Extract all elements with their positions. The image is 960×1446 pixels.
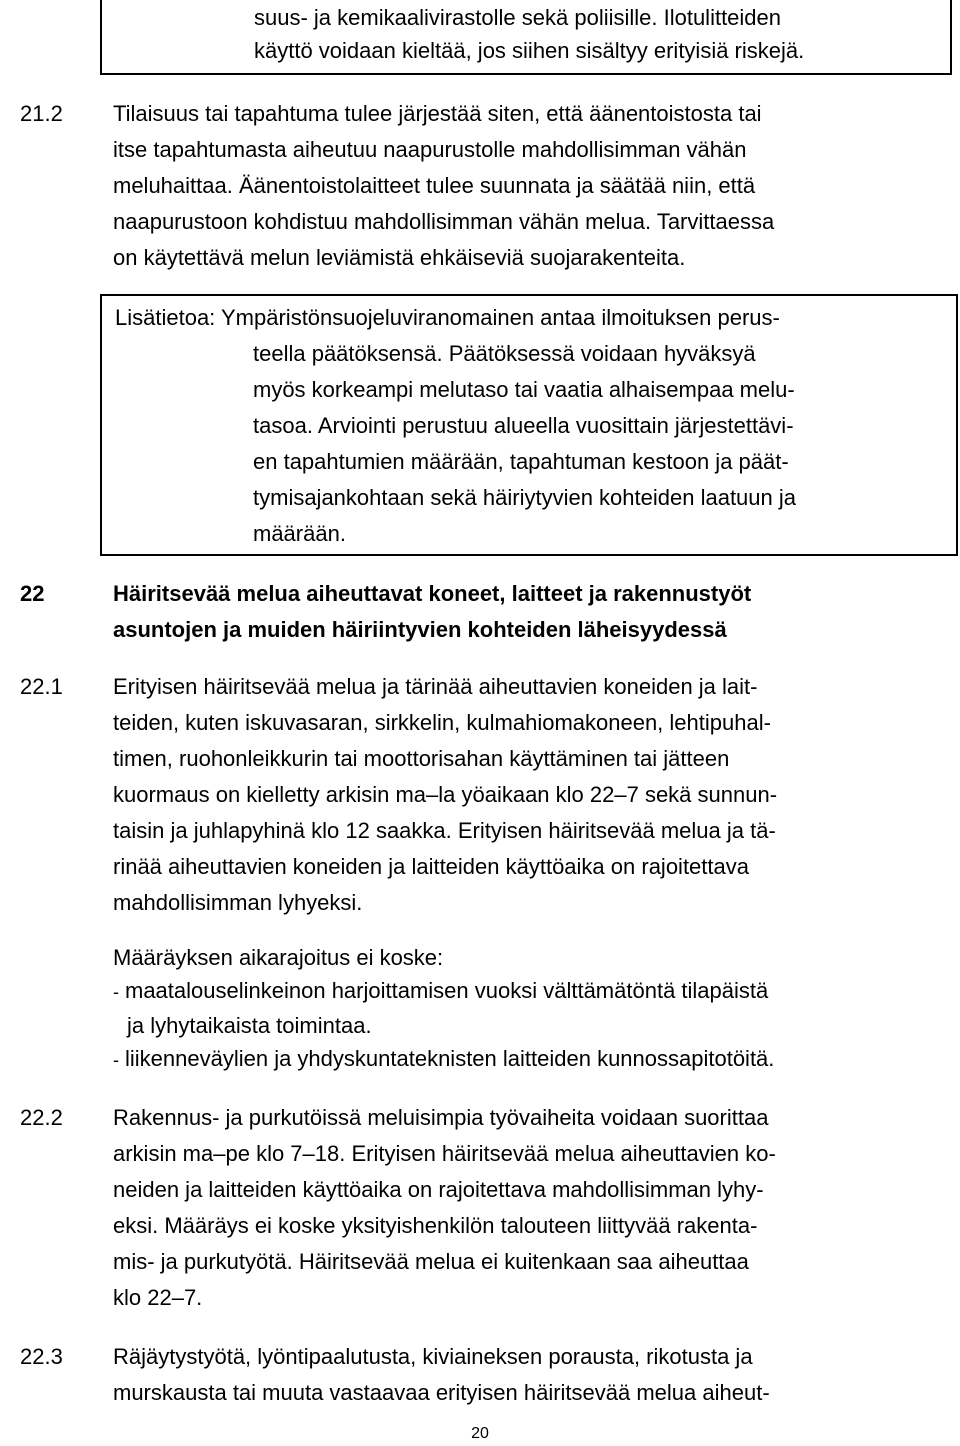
section-text: [113, 1100, 943, 1316]
text-line: teiden, kuten iskuvasaran, sirkkelin, kulmahiomakoneen, lehtipuhal-: [113, 710, 771, 735]
info-text: [115, 300, 935, 552]
text-line: tasoa. Arviointi perustuu alueella vuosittain järjestettävi-: [253, 413, 794, 438]
section-number: 22.3: [20, 1344, 63, 1369]
exemption-text: [113, 941, 943, 1077]
text-line: rinää aiheuttavien koneiden ja laitteiden käyttöaika on rajoitettava: [113, 854, 749, 879]
text-line: timen, ruohonleikkurin tai moottorisahan käyttäminen tai jätteen: [113, 746, 730, 771]
text-line: myös korkeampi melutaso tai vaatia alhaisempaa melu-: [253, 377, 795, 402]
text-line: eksi. Määräys ei koske yksityishenkilön talouteen liittyvää rakenta-: [113, 1213, 758, 1238]
continued-info-box: [100, 0, 952, 75]
section-text: [113, 1339, 943, 1411]
text-line: Rakennus- ja purkutöissä meluisimpia työvaiheita voidaan suorittaa: [113, 1105, 769, 1130]
text-line: klo 22–7.: [113, 1285, 203, 1310]
list-dash: -: [113, 982, 119, 1002]
text-line: Lisätietoa: Ympäristönsuojeluviranomainen antaa ilmoituksen perus-: [115, 305, 780, 330]
section-text: [113, 96, 943, 276]
list-item-continuation: ja lyhytaikaista toimintaa.: [127, 1013, 372, 1038]
text-line: arkisin ma–pe klo 7–18. Erityisen häiritsevää melua aiheuttavien ko-: [113, 1141, 776, 1166]
text-line: Häiritsevää melua aiheuttavat koneet, laitteet ja rakennustyöt: [113, 581, 752, 606]
exemption-intro: Määräyksen aikarajoitus ei koske:: [113, 945, 444, 970]
text-line: suus- ja kemikaalivirastolle sekä poliisille. Ilotulitteiden: [254, 5, 782, 30]
text-line: itse tapahtumasta aiheutuu naapurustolle mahdollisimman vähän: [113, 137, 747, 162]
list-item: [113, 974, 943, 1009]
section-number: 22.2: [20, 1105, 63, 1130]
page-number: 20: [471, 1425, 489, 1442]
list-dash: -: [113, 1050, 119, 1070]
text-line: mahdollisimman lyhyeksi.: [113, 890, 363, 915]
text-line: asuntojen ja muiden häiriintyvien kohteiden läheisyydessä: [113, 617, 727, 642]
section-number: 21.2: [20, 101, 63, 126]
list-item-text: maatalouselinkeinon harjoittamisen vuoksi välttämätöntä tilapäistä: [125, 978, 769, 1003]
text-line: kuormaus on kielletty arkisin ma–la yöaikaan klo 22–7 sekä sunnun-: [113, 782, 778, 807]
info-box: [100, 294, 958, 556]
text-line: käyttö voidaan kieltää, jos siihen sisältyy erityisiä riskejä.: [254, 38, 805, 63]
text-line: taisin ja juhlapyhinä klo 12 saakka. Erityisen häiritsevää melua ja tä-: [113, 818, 776, 843]
section-text: [113, 669, 943, 921]
list-item-text: liikenneväylien ja yhdyskuntateknisten laitteiden kunnossapitotöitä.: [125, 1046, 775, 1071]
section-number: 22.1: [20, 674, 63, 699]
text-line: mis- ja purkutyötä. Häiritsevää melua ei kuitenkaan saa aiheuttaa: [113, 1249, 749, 1274]
text-line: naapurustoon kohdistuu mahdollisimman vähän melua. Tarvittaessa: [113, 209, 775, 234]
list-item: [113, 1042, 943, 1077]
section-number: 22: [20, 581, 45, 606]
heading-text: [113, 576, 943, 648]
text-line: Erityisen häiritsevää melua ja tärinää aiheuttavien koneiden ja lait-: [113, 674, 758, 699]
text-line: teella päätöksensä. Päätöksessä voidaan hyväksyä: [253, 341, 756, 366]
text-line: Räjäytystyötä, lyöntipaalutusta, kiviaineksen porausta, rikotusta ja: [113, 1344, 753, 1369]
text-line: Tilaisuus tai tapahtuma tulee järjestää siten, että äänentoistosta tai: [113, 101, 762, 126]
text-line: murskausta tai muuta vastaavaa erityisen häiritsevää melua aiheut-: [113, 1380, 770, 1405]
text-line: neiden ja laitteiden käyttöaika on rajoitettava mahdollisimman lyhy-: [113, 1177, 764, 1202]
text-line: meluhaittaa. Äänentoistolaitteet tulee suunnata ja säätää niin, että: [113, 173, 756, 198]
text-line: tymisajankohtaan sekä häiriytyvien kohteiden laatuun ja: [253, 485, 796, 510]
text-line: en tapahtumien määrään, tapahtuman kestoon ja päät-: [253, 449, 789, 474]
text-line: on käytettävä melun leviämistä ehkäiseviä suojarakenteita.: [113, 245, 686, 270]
text-line: määrään.: [253, 521, 346, 546]
